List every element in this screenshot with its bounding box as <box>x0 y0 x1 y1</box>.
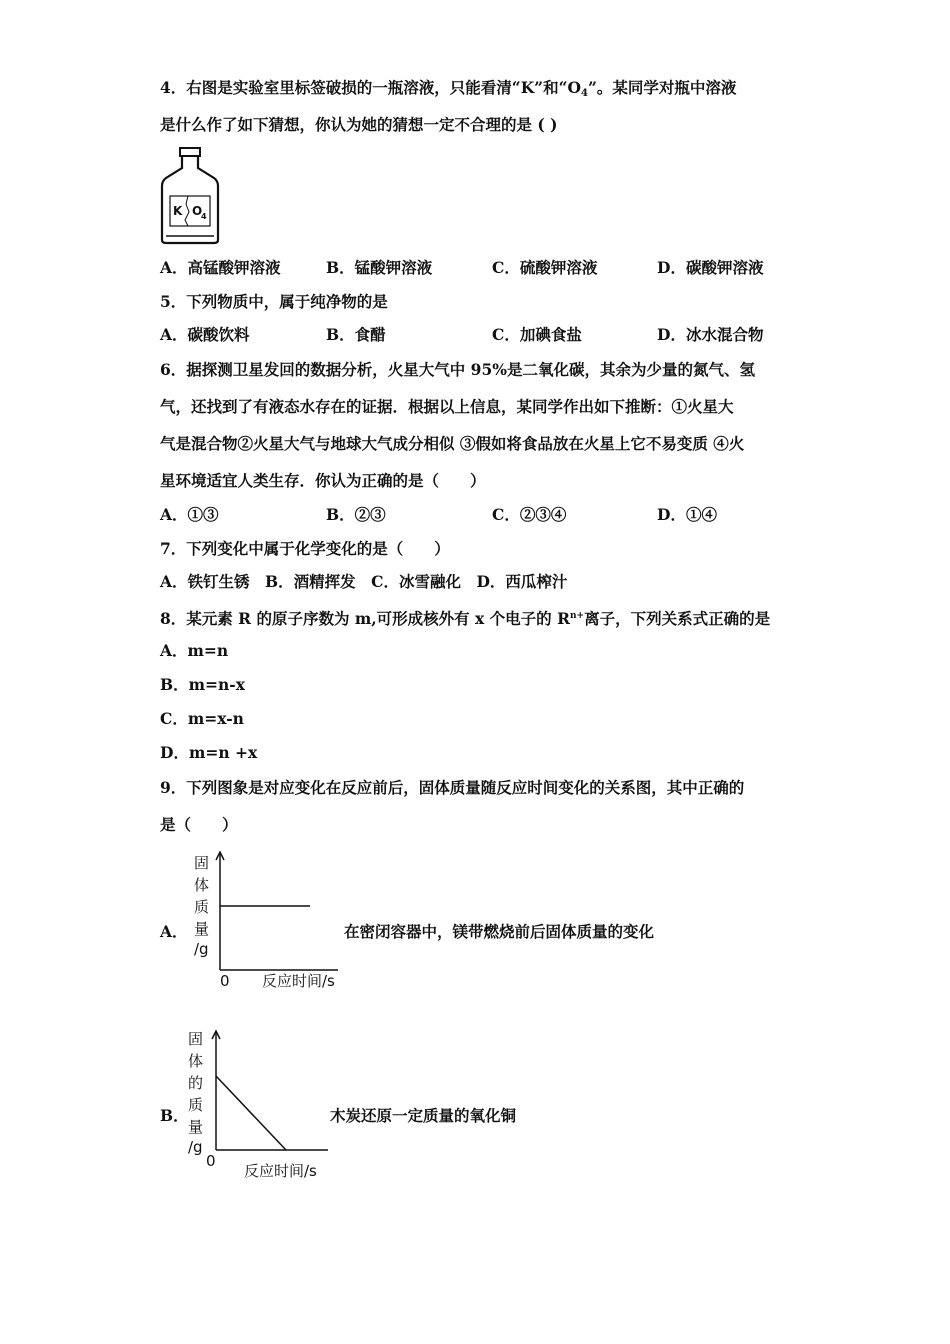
graph-a <box>180 848 350 993</box>
q6-option-c[interactable]: C．②③④ <box>492 505 567 524</box>
graph-b-origin: 0 <box>206 1152 216 1170</box>
q8-option-b[interactable]: B．m=n-x <box>160 675 245 694</box>
q7-stem: 7．下列变化中属于化学变化的是（ ） <box>160 539 450 558</box>
graph-b-ylabel-5: 量 <box>188 1118 204 1136</box>
bottle-label-o-sub: 4 <box>201 212 207 221</box>
q6-stem-line-1: 6．据探测卫星发回的数据分析，火星大气中 95%是二氧化碳，其余为少量的氮气、氢 <box>160 360 755 379</box>
q9-option-a-label[interactable]: A． <box>160 922 188 941</box>
graph-a-ylabel-1: 固 <box>194 854 210 872</box>
graph-b-caption: 木炭还原一定质量的氧化铜 <box>330 1106 517 1125</box>
q6-option-d[interactable]: D．①④ <box>657 505 717 524</box>
graph-a-ylabel-2: 体 <box>194 876 210 894</box>
graph-b-ylabel-4: 质 <box>188 1096 204 1114</box>
q6-stem-line-2: 气，还找到了有液态水存在的证据．根据以上信息，某同学作出如下推断：①火星大 <box>160 397 734 416</box>
q4-option-b[interactable]: B．锰酸钾溶液 <box>326 258 433 277</box>
q6-option-a[interactable]: A．①③ <box>160 505 219 524</box>
q5-option-d[interactable]: D．冰水混合物 <box>657 325 764 344</box>
q8-option-c[interactable]: C．m=x-n <box>160 709 244 728</box>
graph-b-xlabel: 反应时间/s <box>244 1162 317 1180</box>
bottle-label-k: K <box>173 204 183 218</box>
graph-a-caption: 在密闭容器中，镁带燃烧前后固体质量的变化 <box>344 922 655 941</box>
bottle-label-o: O <box>192 204 203 218</box>
graph-b-data-line <box>216 1076 286 1150</box>
q8-stem: 8．某元素 R 的原子序数为 m,可形成核外有 x 个电子的 $R^{n+}$离子，下列关系式正确的是 <box>160 609 771 628</box>
q5-option-a[interactable]: A．碳酸饮料 <box>160 325 250 344</box>
q4-option-d[interactable]: D．碳酸钾溶液 <box>657 258 764 277</box>
q5-stem: 5．下列物质中，属于纯净物的是 <box>160 292 388 311</box>
q9-stem-line-2: 是（ ） <box>160 815 238 834</box>
q9-option-b-label[interactable]: B． <box>160 1106 189 1125</box>
q8-option-a[interactable]: A．m=n <box>160 641 229 660</box>
q6-option-b[interactable]: B．②③ <box>326 505 386 524</box>
q4-stem-line-2: 是什么作了如下猜想，你认为她的猜想一定不合理的是 ( ) <box>160 115 558 134</box>
q4-stem-line-1: 4．右图是实验室里标签破损的一瓶溶液，只能看清“K”和“$O_4$”。某同学对瓶中溶液 <box>160 78 737 99</box>
q7-options[interactable]: A．铁钉生锈 B．酒精挥发 C．冰雪融化 D．西瓜榨汁 <box>160 572 568 591</box>
q8-option-d[interactable]: D．m=n +x <box>160 743 258 762</box>
q5-option-b[interactable]: B．食醋 <box>326 325 386 344</box>
graph-b-ylabel-1: 固 <box>188 1030 204 1048</box>
q4-option-a[interactable]: A．高锰酸钾溶液 <box>160 258 281 277</box>
graph-b-ylabel-3: 的 <box>188 1074 204 1092</box>
graph-b-yunit: /g <box>188 1138 203 1156</box>
graph-b <box>176 1026 346 1184</box>
q9-stem-line-1: 9．下列图象是对应变化在反应前后，固体质量随反应时间变化的关系图，其中正确的 <box>160 778 745 797</box>
q6-stem-line-4: 星环境适宜人类生存．你认为正确的是（ ） <box>160 471 486 490</box>
graph-a-xlabel: 反应时间/s <box>262 972 335 990</box>
q5-option-c[interactable]: C．加碘食盐 <box>492 325 582 344</box>
q4-option-c[interactable]: C．硫酸钾溶液 <box>492 258 598 277</box>
reagent-bottle-figure <box>158 146 222 246</box>
q6-stem-line-3: 气是混合物②火星大气与地球大气成分相似 ③假如将食品放在火星上它不易变质 ④火 <box>160 434 745 453</box>
graph-a-ylabel-3: 质 <box>194 898 210 916</box>
graph-a-ylabel-4: 量 <box>194 920 210 938</box>
graph-a-yunit: /g <box>194 940 209 958</box>
graph-a-origin: 0 <box>220 972 230 990</box>
graph-b-ylabel-2: 体 <box>188 1052 204 1070</box>
